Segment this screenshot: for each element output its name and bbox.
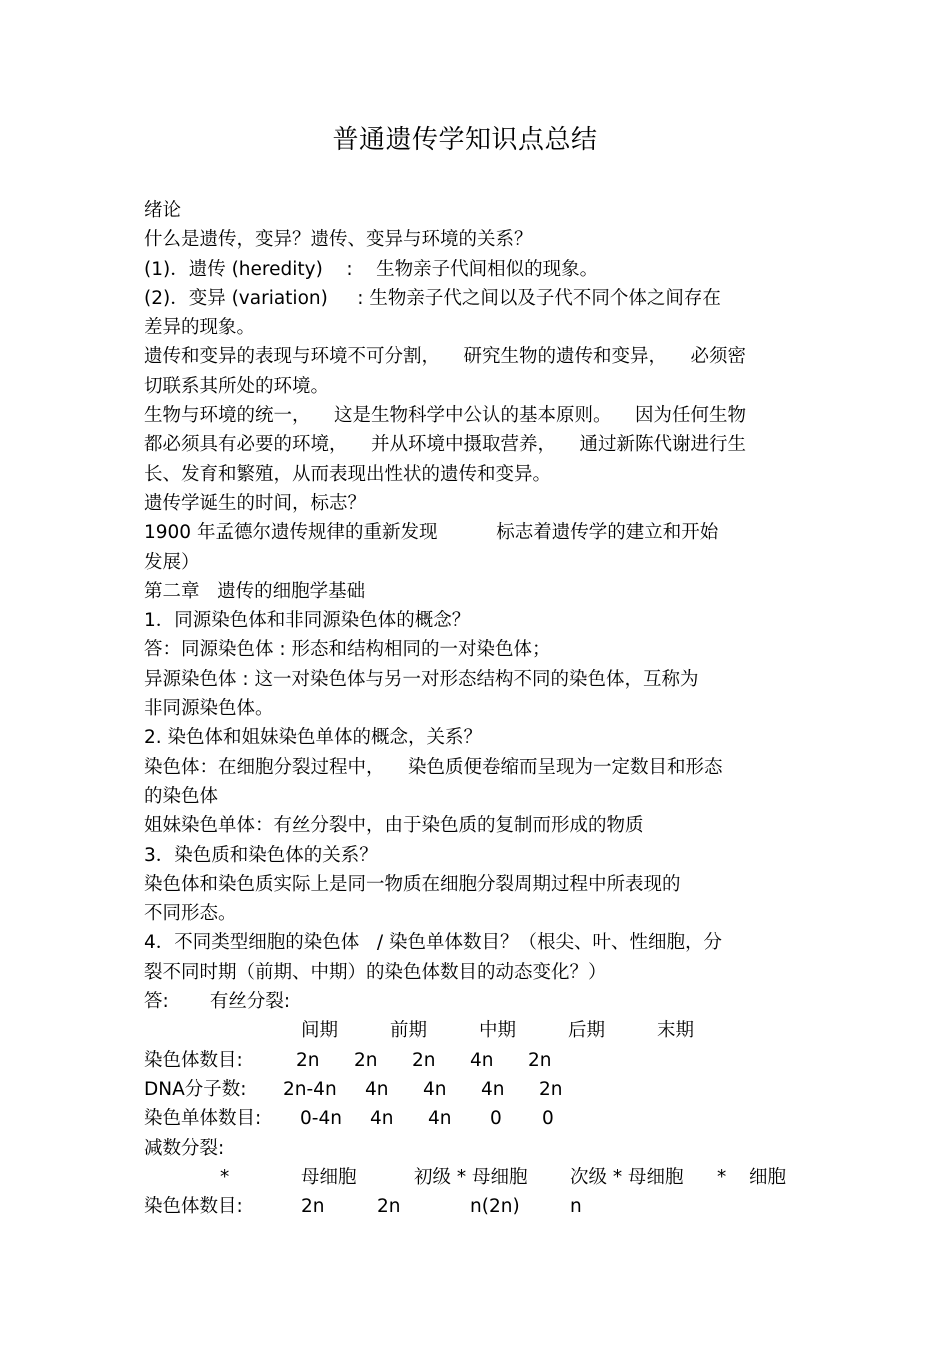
text-line: 姐妹染色单体：有丝分裂中，由于染色质的复制而形成的物质 <box>144 815 644 837</box>
text-line: 遗传和变异的表现与环境不可分割， 研究生物的遗传和变异， 必须密 <box>144 346 747 368</box>
text-line: 1900 年孟德尔遗传规律的重新发现 标志着遗传学的建立和开始 <box>144 522 719 544</box>
row-value: 4n <box>423 1078 447 1100</box>
meiosis-header-cell: 母细胞 <box>301 1166 357 1188</box>
row-value: 4n <box>481 1078 505 1100</box>
text-line: 4．不同类型细胞的染色体 / 染色单体数目？（根尖、叶、性细胞，分 <box>144 932 723 954</box>
row-value: 0-4n <box>300 1108 342 1130</box>
text-line: 答：同源染色体 : 形态和结构相同的一对染色体； <box>144 639 551 661</box>
text-line: (2)．变异 (variation) : 生物亲子代之间以及子代不同个体之间存在 <box>144 287 721 309</box>
text-line: 3．染色质和染色体的关系？ <box>144 844 378 866</box>
text-line: 的染色体 <box>144 785 219 807</box>
mitosis-row <box>144 1075 814 1104</box>
text-line: 长、发育和繁殖，从而表现出性状的遗传和变异。 <box>144 463 552 485</box>
meiosis-header <box>144 1163 814 1192</box>
row-value: n <box>570 1196 582 1218</box>
text-line: 切联系其所处的环境。 <box>144 375 330 397</box>
text-line: 裂不同时期（前期、中期）的染色体数目的动态变化？） <box>144 961 607 983</box>
phase-label: 后期 <box>568 1020 606 1042</box>
phase-label: 前期 <box>390 1020 428 1042</box>
text-line: 非同源染色体。 <box>144 698 274 720</box>
document-body <box>144 196 814 1221</box>
text-line: 第二章 遗传的细胞学基础 <box>144 580 366 602</box>
meiosis-header-cell: * <box>220 1166 230 1188</box>
text-line: 1．同源染色体和非同源染色体的概念？ <box>144 610 471 632</box>
row-label: DNA分子数: <box>144 1078 247 1100</box>
row-value: 2n <box>354 1049 378 1071</box>
mitosis-phase-header <box>144 1016 814 1045</box>
row-value: 4n <box>470 1049 494 1071</box>
row-value: 2n-4n <box>283 1078 337 1100</box>
phase-label: 中期 <box>479 1020 517 1042</box>
row-value: 4n <box>428 1108 452 1130</box>
meiosis-header-cell: 初级 * 母细胞 <box>414 1166 528 1188</box>
row-value: 2n <box>539 1078 563 1100</box>
text-line: 染色体：在细胞分裂过程中， 染色质便卷缩而呈现为一定数目和形态 <box>144 756 723 778</box>
row-value: 0 <box>542 1108 554 1130</box>
row-value: 4n <box>365 1078 389 1100</box>
text-line: 差异的现象。 <box>144 317 256 339</box>
phase-label: 间期 <box>301 1020 339 1042</box>
row-value: 2n <box>377 1196 401 1218</box>
meiosis-header-cell: 次级 * 母细胞 <box>570 1166 684 1188</box>
phase-label: 末期 <box>657 1020 695 1042</box>
row-value: n(2n) <box>470 1196 520 1218</box>
text-line: 都必须具有必要的环境， 并从环境中摄取营养， 通过新陈代谢进行生 <box>144 434 747 456</box>
text-line: 生物与环境的统一， 这是生物科学中公认的基本原则。 因为任何生物 <box>144 405 747 427</box>
text-line: 2. 染色体和姐妹染色单体的概念，关系？ <box>144 727 483 749</box>
row-value: 2n <box>296 1049 320 1071</box>
text-line: 绪论 <box>144 200 182 221</box>
text-line: 答: 有丝分裂: <box>144 991 291 1013</box>
text-line: (1)．遗传 (heredity) : 生物亲子代间相似的现象。 <box>144 258 599 280</box>
mitosis-row <box>144 1104 814 1133</box>
row-value: 0 <box>490 1108 502 1130</box>
mitosis-row <box>144 1046 814 1075</box>
row-value: 2n <box>528 1049 552 1071</box>
meiosis-heading: 减数分裂: <box>144 1137 225 1159</box>
text-line: 什么是遗传，变异？遗传、变异与环境的关系？ <box>144 229 533 251</box>
text-line: 发展） <box>144 551 200 573</box>
text-line: 异源染色体 : 这一对染色体与另一对形态结构不同的染色体，互称为 <box>144 668 699 690</box>
row-value: 4n <box>370 1108 394 1130</box>
meiosis-row <box>144 1192 814 1221</box>
row-label: 染色体数目: <box>144 1049 243 1071</box>
text-line: 遗传学诞生的时间，标志？ <box>144 492 367 514</box>
row-label: 染色体数目: <box>144 1196 243 1218</box>
row-label: 染色单体数目: <box>144 1108 262 1130</box>
text-line: 不同形态。 <box>144 903 237 925</box>
row-value: 2n <box>301 1196 325 1218</box>
document-title: 普通遗传学知识点总结 <box>332 125 598 155</box>
meiosis-header-cell: 细胞 <box>749 1166 787 1188</box>
row-value: 2n <box>412 1049 436 1071</box>
meiosis-header-cell: * <box>717 1166 727 1188</box>
text-line: 染色体和染色质实际上是同一物质在细胞分裂周期过程中所表现的 <box>144 873 681 895</box>
